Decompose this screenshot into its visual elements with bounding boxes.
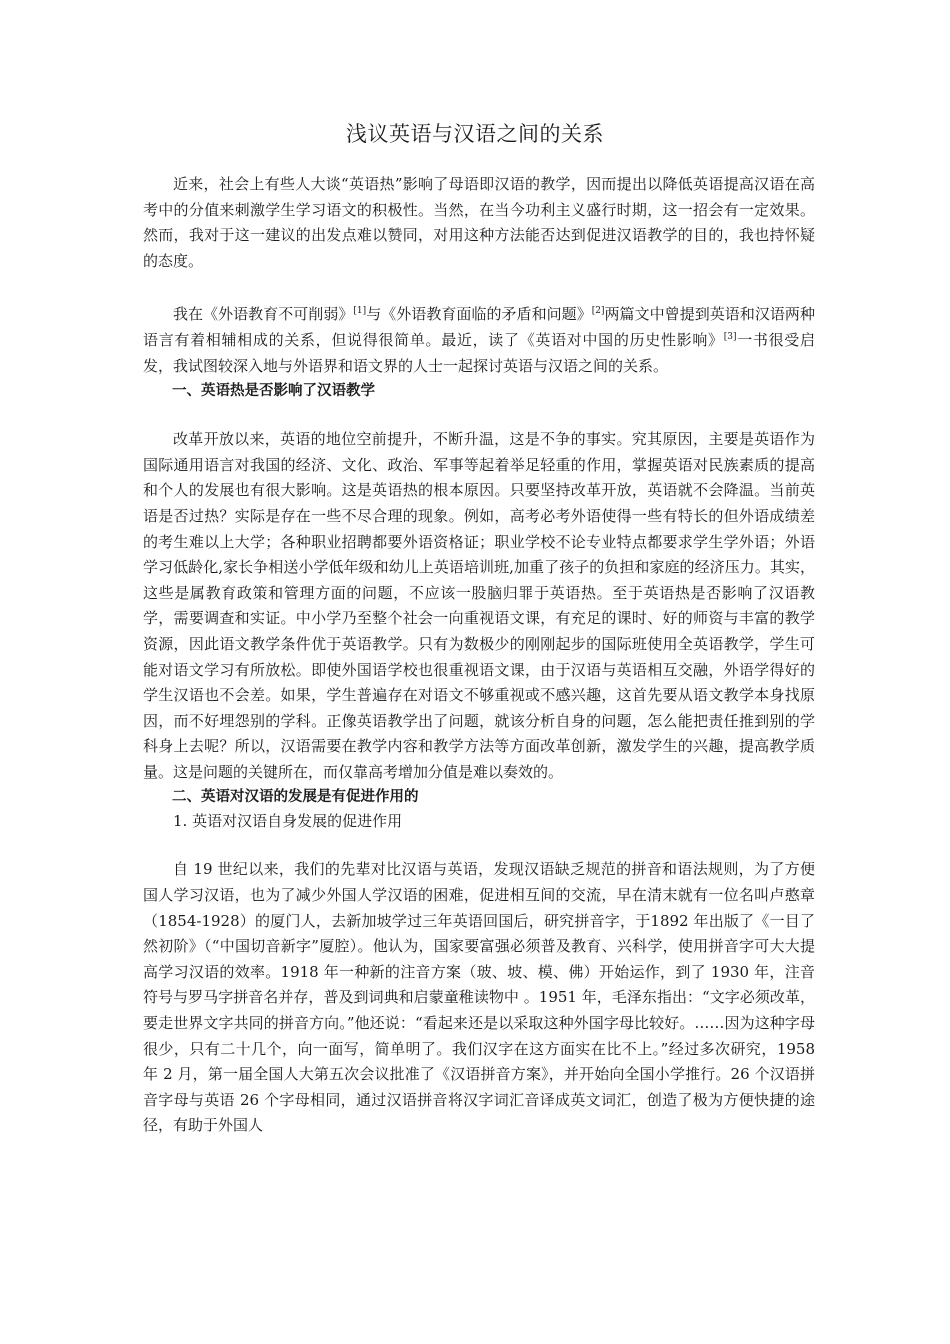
section-heading-1: 一、英语热是否影响了汉语教学	[172, 383, 375, 400]
section-1-paragraph: 改革开放以来，英语的地位空前提升，不断升温，这是不争的事实。究其原因，主要是英语作为国际通用语言对我国的经济、文化、政治、军事等起着举足轻重的作用，掌握英语对民族素质的提高和个人的发展也有很大影响。这是英语热的根本原因。只要坚持改革开放，英语就不会降温。当前英语是否过热？实际是存在一些不尽合理的现象。例如，高考必考外语使得一些有特长的但外语成绩差的考生难以上大学；各种职业招聘都要外语资格证；职业学校不论专业特点都要求学生学外语；外语学习低龄化,家长争相送小学低年级和幼儿上英语培训班,加重了孩子的负担和家庭的经济压力。其实，这些是属教育政策和管理方面的问题，不应该一股脑归罪于英语热。至于英语热是否影响了汉语教学，需要调查和实证。中小学乃至整个社会一向重视语文课，有充足的课时、好的师资与丰富的教学资源，因此语文教学条件优于英语教学。只有为数极少的刚刚起步的国际班使用全英语教学，学生可能对语文学习有所放松。即使外国语学校也很重视语文课，由于汉语与英语相互交融，外语学得好的学生汉语也不会差。如果，学生普遍存在对语文不够重视或不感兴趣，这首先要从语文教学本身找原因，而不好埋怨别的学科。正像英语教学出了问题，就该分析自身的问题，怎么能把责任推到别的学科身上去呢？所以，汉语需要在教学内容和教学方法等方面改革创新，激发学生的兴趣，提高教学质量。这是问题的关键所在，而仅靠高考增加分值是难以奏效的。	[143, 430, 815, 781]
citation-2: [2]	[591, 306, 605, 317]
ref-text-2: 与《外语教育面临的矛盾和问题》	[366, 305, 592, 324]
intro-paragraph: 近来，社会上有些人大谈“英语热”影响了母语即汉语的教学，因而提出以降低英语提高汉语在高考中的分值来刺激学生学习语文的积极性。当然，在当今功利主义盛行时期，这一招会有一定效果。然而，我对于这一建议的出发点难以赞同，对用这种方法能否达到促进汉语教学的目的，我也持怀疑的态度。	[143, 175, 815, 270]
subsection-heading-2-1: 1. 英语对汉语自身发展的促进作用	[173, 812, 403, 831]
ref-text-4: 一书很受启发，我试图较深入地与外语界和语文界的人士一起探讨英语与汉语之间的关系。	[143, 330, 815, 375]
document-body	[143, 172, 815, 1139]
ref-text-1: 我在《外语教育不可削弱》	[173, 305, 354, 324]
section-2-paragraph: 自 19 世纪以来，我们的先辈对比汉语与英语，发现汉语缺乏规范的拼音和语法规则，为了方便国人学习汉语，也为了减少外国人学汉语的困难，促进相互间的交流，早在清末就有一位名叫卢憨章（1854-1928）的厦门人，去新加坡学过三年英语回国后，研究拼音字，于1892 年出版了《一目了然初阶》（“中国切音新字”厦腔）。他认为，国家要富强必须普及教育、兴科学，使用拼音字可大大提高学习汉语的效率。1918 年一种新的注音方案（玻、坡、模、佛）开始运作，到了 1930 年，注音符号与罗马字拼音名并存，普及到词典和启蒙童稚读物中 。1951 年，毛泽东指出：“文字必须改革，要走世界文字共同的拼音方向。”他还说：“看起来还是以采取这种外国字母比较好。……因为这种字母很少，只有二十几个，向一面写，简单明了。我们汉字在这方面实在比不上。”经过多次研究，1958 年 2 月，第一届全国人大第五次会议批准了《汉语拼音方案》，并开始向全国小学推行。26 个汉语拼音字母与英语 26 个字母相同，通过汉语拼音将汉字词汇音译成英文词汇，创造了极为方便快捷的途径，有助于外国人	[143, 860, 815, 1135]
section-heading-2: 二、英语对汉语的发展是有促进作用的	[172, 789, 419, 806]
citation-3: [3]	[723, 331, 737, 342]
citation-1: [1]	[353, 306, 367, 317]
ref-text-3: 两篇文中曾提到英语和汉语两种语言有着相辅相成的关系，但说得很简单。最近，读了《英语对中国的历史性影响》	[143, 305, 815, 349]
document-title: 浅议英语与汉语之间的关系	[346, 122, 604, 146]
references-paragraph	[143, 302, 815, 379]
